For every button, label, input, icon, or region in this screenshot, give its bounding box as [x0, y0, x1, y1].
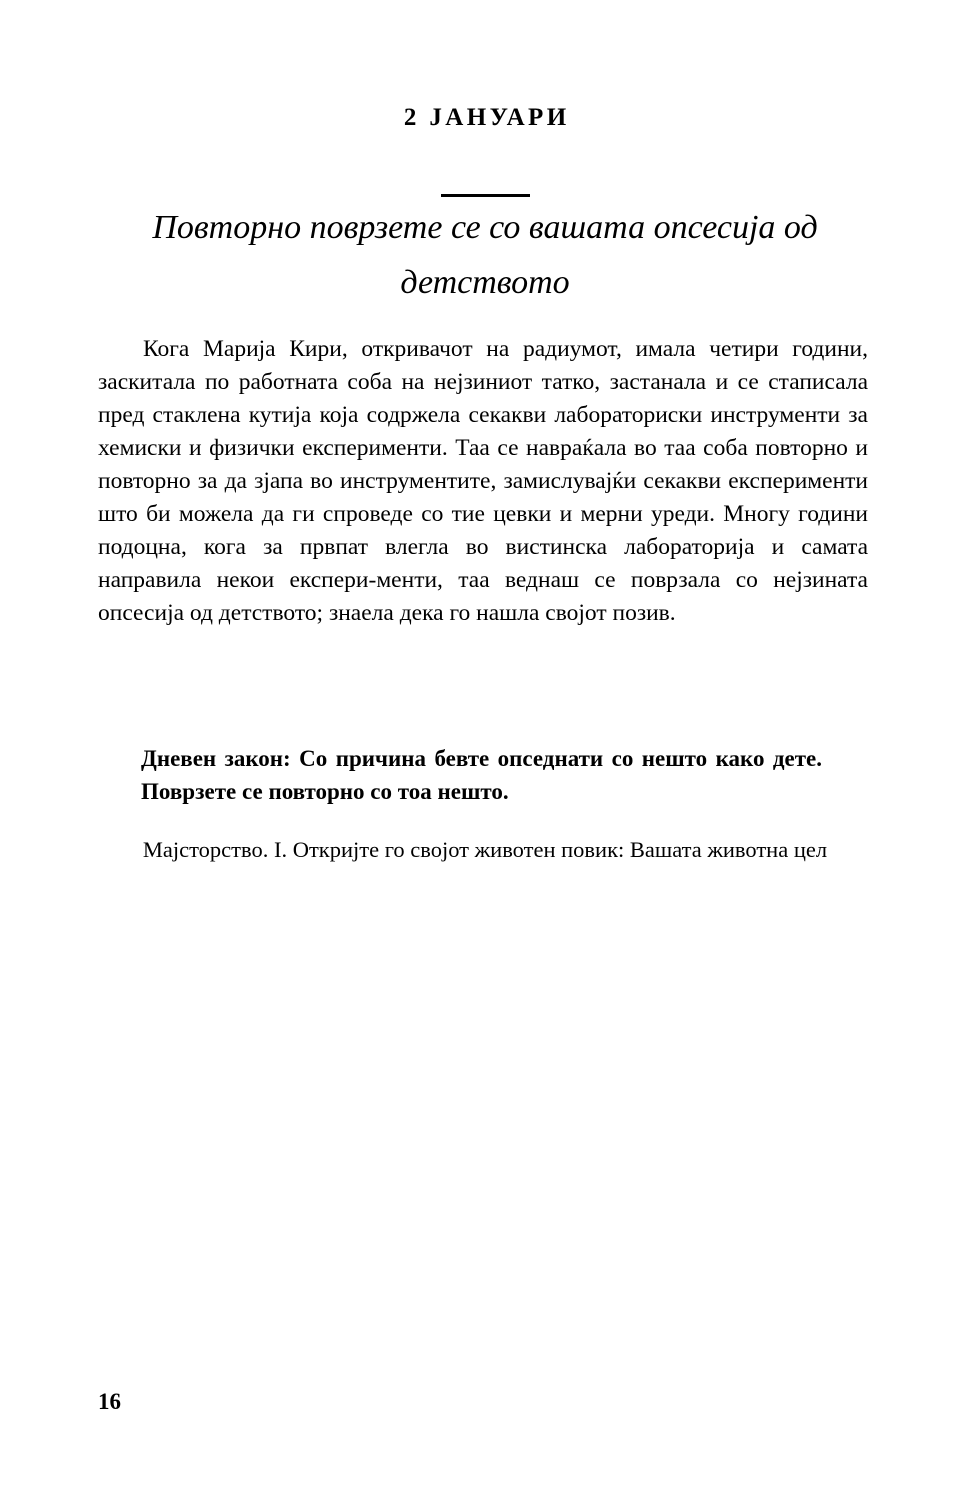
daily-law-callout: Дневен закон: Со причина бевте опседнати со нешто како дете. Поврзете се повторно со тоа нешто.: [141, 746, 822, 804]
source-citation: Мајсторство. I. Откријте го својот животен повик: Вашата животна цел: [142, 837, 828, 862]
body-text-block: [98, 333, 868, 630]
page-number: 16: [98, 1389, 121, 1414]
page-title: Повторно поврзете се со вашата опсесија од детството: [152, 209, 818, 301]
chapter-heading: 2 ЈАНУАРИ: [403, 104, 570, 131]
body-paragraph: Кога Марија Кири, откривачот на радиумот, имала четири години, заскитала по работната соба на нејзиниот татко, застанала и се стаписала пред стаклена кутија која содржела секакви лабораториски инструменти за хемиски и физички експерименти. Таа се навраќала во таа соба повторно и повторно за да зјапа во инструментите, замислувајќи секакви експерименти што би можела да ги спроведе со тие цевки и мерни уреди. Многу години подоцна, кога за првпат влегла во вистинска лабораторија и самата направила некои експери-менти, таа веднаш се поврзала со нејзината опсесија од детството; знаела дека го нашла својот позив.: [98, 336, 868, 626]
horizontal-rule-icon: [441, 194, 530, 197]
